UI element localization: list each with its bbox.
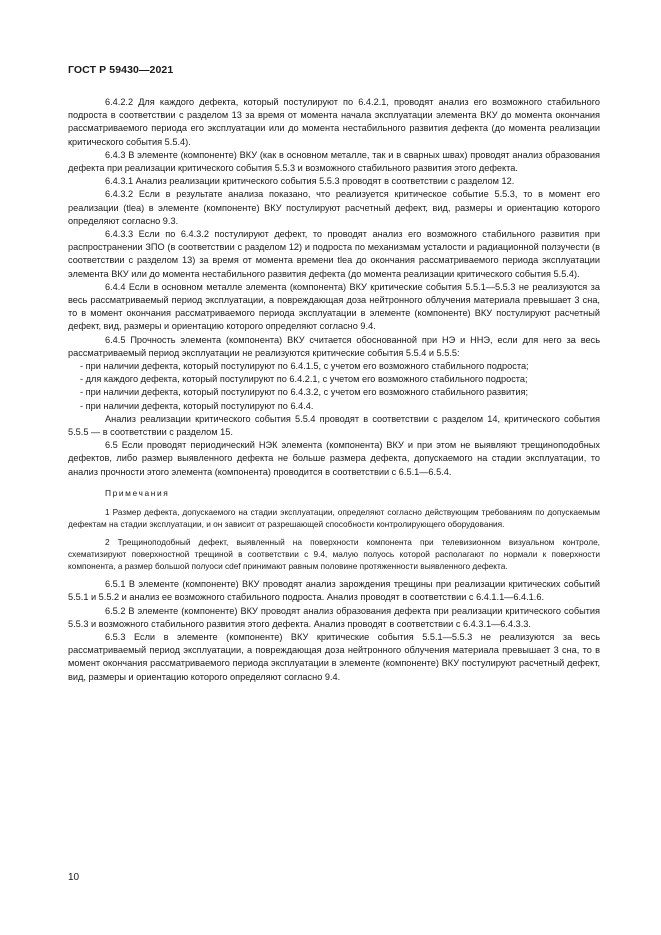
list-item: - для каждого дефекта, который постулируют по 6.4.2.1, с учетом его возможного стабильного подроста; <box>80 374 528 385</box>
document-header: ГОСТ Р 59430—2021 <box>68 64 174 76</box>
notes-title: Примечания <box>105 487 170 498</box>
note-item: 2 Трещиноподобный дефект, выявленный на поверхности компонента при телевизионном визуальном контроле, схематизируют поверхностной трещиной в соответствии с 9.4, малую полуось которой располагают по нормали к поверхности компонента, а размер большой полуоси cdef принимают равным половине протяженности выявленного дефекта. <box>68 537 600 572</box>
page-number: 10 <box>68 872 80 883</box>
list-item: - при наличии дефекта, который постулируют по 6.4.3.2, с учетом его возможного стабильного развития; <box>80 387 528 398</box>
paragraph-6-4-3-3: 6.4.3.3 Если по 6.4.3.2 постулируют дефект, то проводят анализ его возможного стабильного развития при распространении ЗПО (в соответствии с разделом 12) и подроста по механизмам усталости и радиационной ползучести (в соответствии с разделом 13) за время от момента времени tlea до окончания рассматриваемого периода эксплуатации элемента ВКУ или до момента нестабильного развития дефекта (до момента реализации критического события 5.5.4). <box>68 229 600 279</box>
paragraph-6-4-3-1: 6.4.3.1 Анализ реализации критического события 5.5.3 проводят в соответствии с разделом 12. <box>105 176 515 187</box>
paragraph-6-5-2: 6.5.2 В элементе (компоненте) ВКУ проводят анализ образования дефекта при реализации критического события 5.5.3 и возможного стабильного развития этого дефекта. Анализ проводят в соответствии с 6.4.3.1—6.4.3.3. <box>68 605 600 629</box>
paragraph-6-4-5: 6.4.5 Прочность элемента (компонента) ВКУ считается обоснованной при НЭ и ННЭ, если для него за весь рассматриваемый период эксплуатации не реализуются критические события 5.5.4 и 5.5.5: <box>68 334 600 358</box>
list-item: - при наличии дефекта, который постулируют по 6.4.1.5, с учетом его возможного стабильного подроста; <box>80 361 529 372</box>
list-item: - при наличии дефекта, который постулируют по 6.4.4. <box>80 400 314 411</box>
paragraph-6-5: 6.5 Если проводят периодический НЭК элемента (компонента) ВКУ и при этом не выявляют трещиноподобных дефектов, либо размер выявленного дефекта не больше размера дефекта, допускаемого на стадии эксплуатации, то анализ прочности этого элемента (компонента) проводится в соответствии с 6.5.1—6.5.4. <box>68 440 600 477</box>
paragraph-analysis-5-5-4: Анализ реализации критического события 5.5.4 проводят в соответствии с разделом 14, критического события 5.5.5 — в соответствии с разделом 15. <box>68 413 600 438</box>
paragraph-6-5-1: 6.5.1 В элементе (компоненте) ВКУ проводят анализ зарождения трещины при реализации критических событий 5.5.1 и 5.5.2 и анализ ее возможного стабильного подроста. Анализ проводят в соответствии с 6.4.1.1—6.4.1.6. <box>68 579 600 603</box>
paragraph-6-4-4: 6.4.4 Если в основном металле элемента (компонента) ВКУ критические события 5.5.1—5.5.3 не реализуются за весь рассматриваемый период эксплуатации, а повреждающая доза нейтронного облучения материала превышает 3 сна, то в момент окончания рассматриваемого периода эксплуатации в элементе (компоненте) ВКУ постулируют расчетный дефект, вид, размеры и ориентацию которого определяют согласно 9.4. <box>68 281 600 332</box>
paragraph-6-4-3: 6.4.3 В элементе (компоненте) ВКУ (как в основном металле, так и в сварных швах) проводят анализ образования дефекта при реализации критического события 5.5.3 и возможного стабильного развития этого дефекта. <box>68 149 600 174</box>
paragraph-6-4-2-2: 6.4.2.2 Для каждого дефекта, который постулируют по 6.4.2.1, проводят анализ его возможного стабильного подроста в соответствии с разделом 13 за время от момента начала эксплуатации элемента ВКУ до момента окончания рассматриваемого периода его эксплуатации или до момента нестабильного развития дефекта (до момента реализации критического события 5.5.4). <box>68 97 600 147</box>
paragraph-6-4-3-2: 6.4.3.2 Если в результате анализа показано, что реализуется критическое событие 5.5.3, то в момент его реализации (tlea) в элементе (компоненте) ВКУ постулируют расчетный дефект, вид, размеры и ориентацию которого определяют согласно 9.3. <box>68 189 600 226</box>
document-body <box>68 96 600 684</box>
note-item: 1 Размер дефекта, допускаемого на стадии эксплуатации, определяют согласно действующим требованиям по допускаемым дефектам на стадии эксплуатации, и он зависит от разрешающей способности контролирующего оборудования. <box>68 507 600 530</box>
paragraph-6-5-3: 6.5.3 Если в элементе (компоненте) ВКУ критические события 5.5.1—5.5.3 не реализуются за весь рассматриваемый период эксплуатации, а повреждающая доза нейтронного облучения материала превышает 3 сна, то в момент окончания рассматриваемого периода эксплуатации в элементе (компоненте) ВКУ постулируют расчетный дефект, вид, размеры и ориентацию которого определяют согласно 9.4. <box>68 631 600 682</box>
